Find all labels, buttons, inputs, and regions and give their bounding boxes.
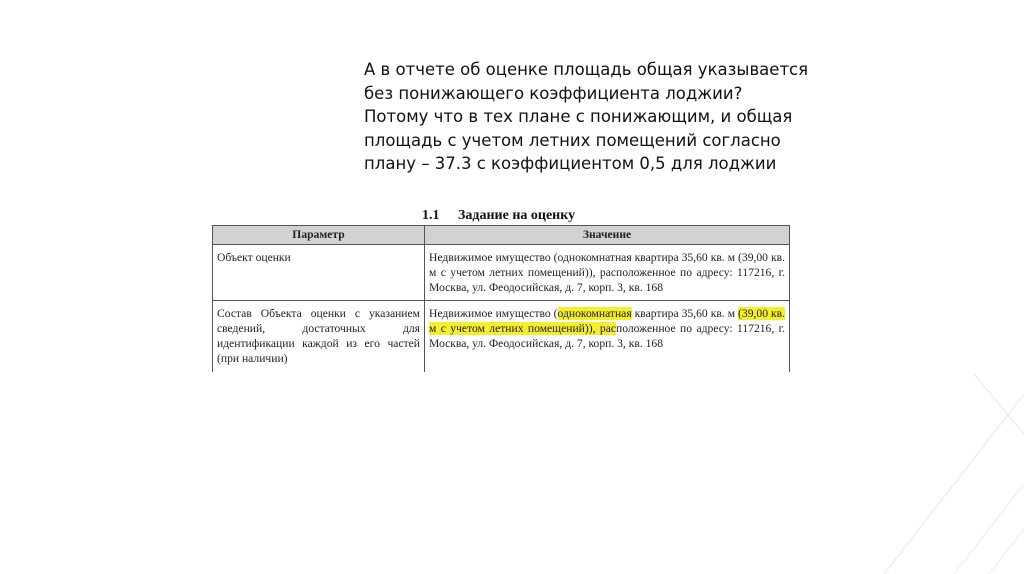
section-heading [422, 208, 575, 224]
param-cell: Объект оценки [213, 245, 425, 301]
value-cell: Недвижимое имущество (однокомнатная квартира 35,60 кв. м (39,00 кв. м с учетом летних помещений)), расположенное по адресу: 117216, г. Москва, ул. Феодосийская, д. 7, корп. 3, кв. 168 [425, 245, 790, 301]
value-cell-highlighted [425, 300, 790, 372]
column-header-parameter: Параметр [213, 226, 425, 245]
param-cell: Состав Объекта оценки с указанием сведений, достаточных для идентификации каждой из его частей (при наличии) [213, 300, 425, 372]
assessment-task-table [212, 225, 790, 372]
question-text [364, 58, 809, 176]
decor-line [954, 484, 1024, 574]
table-row [213, 245, 790, 301]
decorative-corner-lines [884, 374, 1024, 574]
decor-line [989, 529, 1024, 574]
highlighted-text: (39,00 кв. м с учетом летних помещений)), рас [429, 306, 785, 335]
question-line: плану – 37.3 с коэффициентом 0,5 для лоджии [364, 154, 777, 173]
table-row [213, 300, 790, 372]
value-text: положенное по адресу: 117216, г. Москва, ул. Феодосийская, д. 7, корп. 3, кв. 168 [429, 321, 786, 351]
question-line: площадь с учетом летних помещений согласно [364, 130, 781, 150]
decor-line [884, 394, 1024, 574]
question-line: А в отчете об оценке площадь общая указывается [364, 60, 809, 79]
table-header-row [213, 226, 790, 245]
question-line: Потому что в тех плане с понижающим, и общая [364, 107, 793, 126]
highlighted-text: однокомнатная [557, 306, 632, 320]
question-line: без понижающего коэффициента лоджии? [364, 83, 743, 103]
section-title: Задание на оценку [458, 208, 576, 223]
value-text: Недвижимое имущество ( [429, 306, 558, 320]
column-header-value: Значение [425, 226, 790, 245]
value-text: квартира 35,60 кв. м [631, 306, 739, 320]
section-number: 1.1 [422, 208, 440, 223]
